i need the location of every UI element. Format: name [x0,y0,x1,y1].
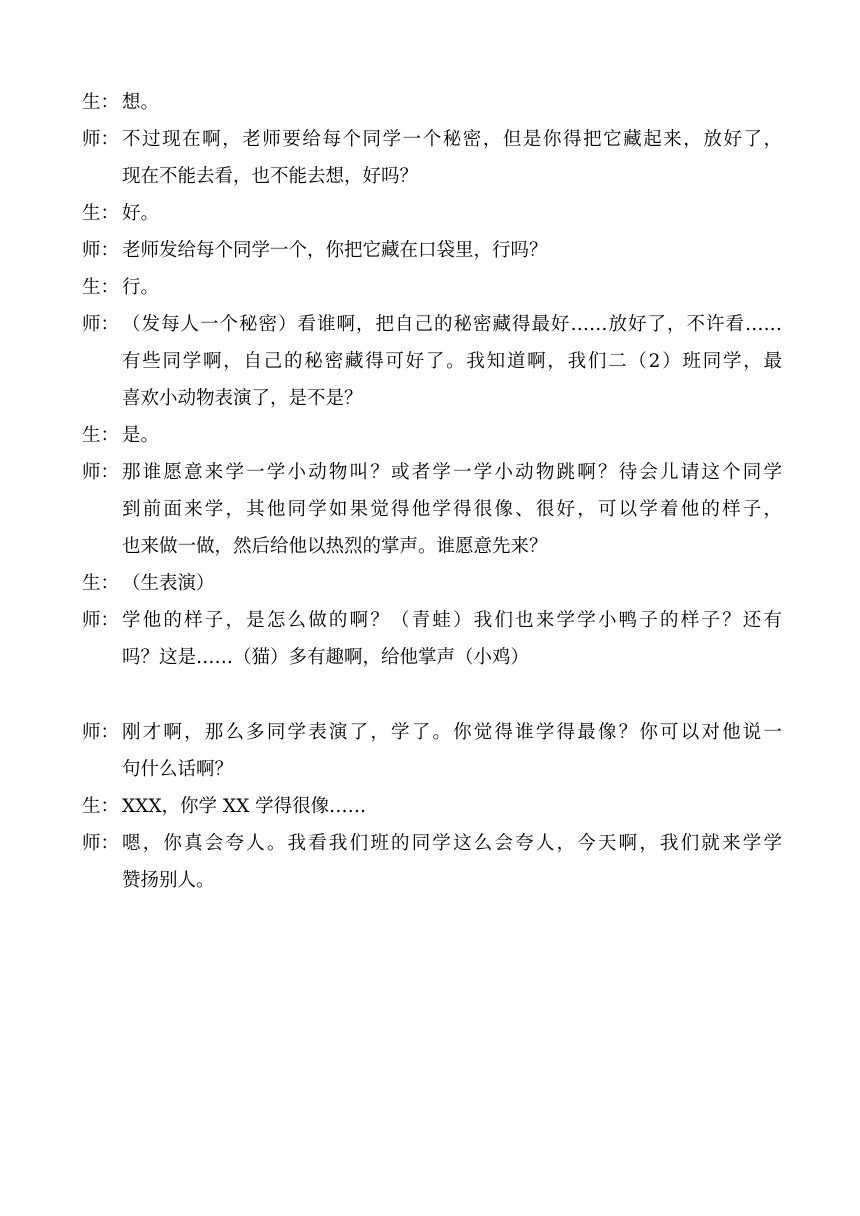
dialogue-line: 喜欢小动物表演了，是不是？ [122,388,363,409]
speaker-label: 生： [82,573,120,594]
dialogue-line: 有些同学啊，自己的秘密藏得可好了。我知道啊，我们二（2）班同学，最 [122,351,782,372]
dialogue-line: 那谁愿意来学一学小动物叫？或者学一学小动物跳啊？待会儿请这个同学 [122,462,782,483]
speaker-label: 生： [82,203,120,224]
dialogue-turn [82,417,782,454]
speaker-label: 师： [82,462,120,483]
dialogue-line: 想。 [122,92,160,113]
dialogue-transcript [82,84,782,899]
speaker-label: 师： [82,314,120,335]
dialogue-turn [82,565,782,602]
dialogue-turn [82,84,782,121]
dialogue-line: 句什么话啊？ [122,759,234,780]
dialogue-line: （生表演） [122,573,215,594]
speaker-label: 生： [82,796,120,817]
dialogue-line: XXX，你学 XX 学得很像…… [122,796,367,817]
dialogue-line: 到前面来学，其他同学如果觉得他学得很像、很好，可以学着他的样子， [122,499,782,520]
paragraph-gap [82,676,782,714]
speaker-label: 师： [82,833,120,854]
speaker-label: 生： [82,92,120,113]
dialogue-line: 也来做一做，然后给他以热烈的掌声。谁愿意先来？ [122,536,548,557]
dialogue-line: 嗯，你真会夸人。我看我们班的同学这么会夸人，今天啊，我们就来学学 [122,833,782,854]
dialogue-turn [82,121,782,195]
dialogue-line: 老师发给每个同学一个，你把它藏在口袋里，行吗？ [122,240,548,261]
dialogue-turn [82,788,782,825]
speaker-label: 师： [82,722,120,743]
dialogue-line: 刚才啊，那么多同学表演了，学了。你觉得谁学得最像？你可以对他说一 [122,722,782,743]
speaker-label: 生： [82,277,120,298]
speaker-label: 生： [82,425,120,446]
dialogue-turn [82,602,782,676]
dialogue-turn [82,195,782,232]
dialogue-turn [82,306,782,417]
dialogue-turn [82,269,782,306]
dialogue-line: 行。 [122,277,160,298]
speaker-label: 师： [82,610,120,631]
dialogue-line: 不过现在啊，老师要给每个同学一个秘密，但是你得把它藏起来，放好了， [122,129,782,150]
speaker-label: 师： [82,129,120,150]
dialogue-line: 现在不能去看，也不能去想，好吗？ [122,166,419,187]
dialogue-turn [82,825,782,899]
dialogue-line: （发每人一个秘密）看谁啊，把自己的秘密藏得最好……放好了，不许看…… [122,314,782,335]
dialogue-line: 好。 [122,203,160,224]
dialogue-line: 吗？这是……（猫）多有趣啊，给他掌声（小鸡） [122,647,530,668]
dialogue-turn [82,714,782,788]
speaker-label: 师： [82,240,120,261]
dialogue-line: 赞扬别人。 [122,870,215,891]
dialogue-line: 是。 [122,425,160,446]
dialogue-turn [82,232,782,269]
dialogue-line: 学他的样子，是怎么做的啊？（青蛙）我们也来学学小鸭子的样子？还有 [122,610,782,631]
dialogue-turn [82,454,782,565]
